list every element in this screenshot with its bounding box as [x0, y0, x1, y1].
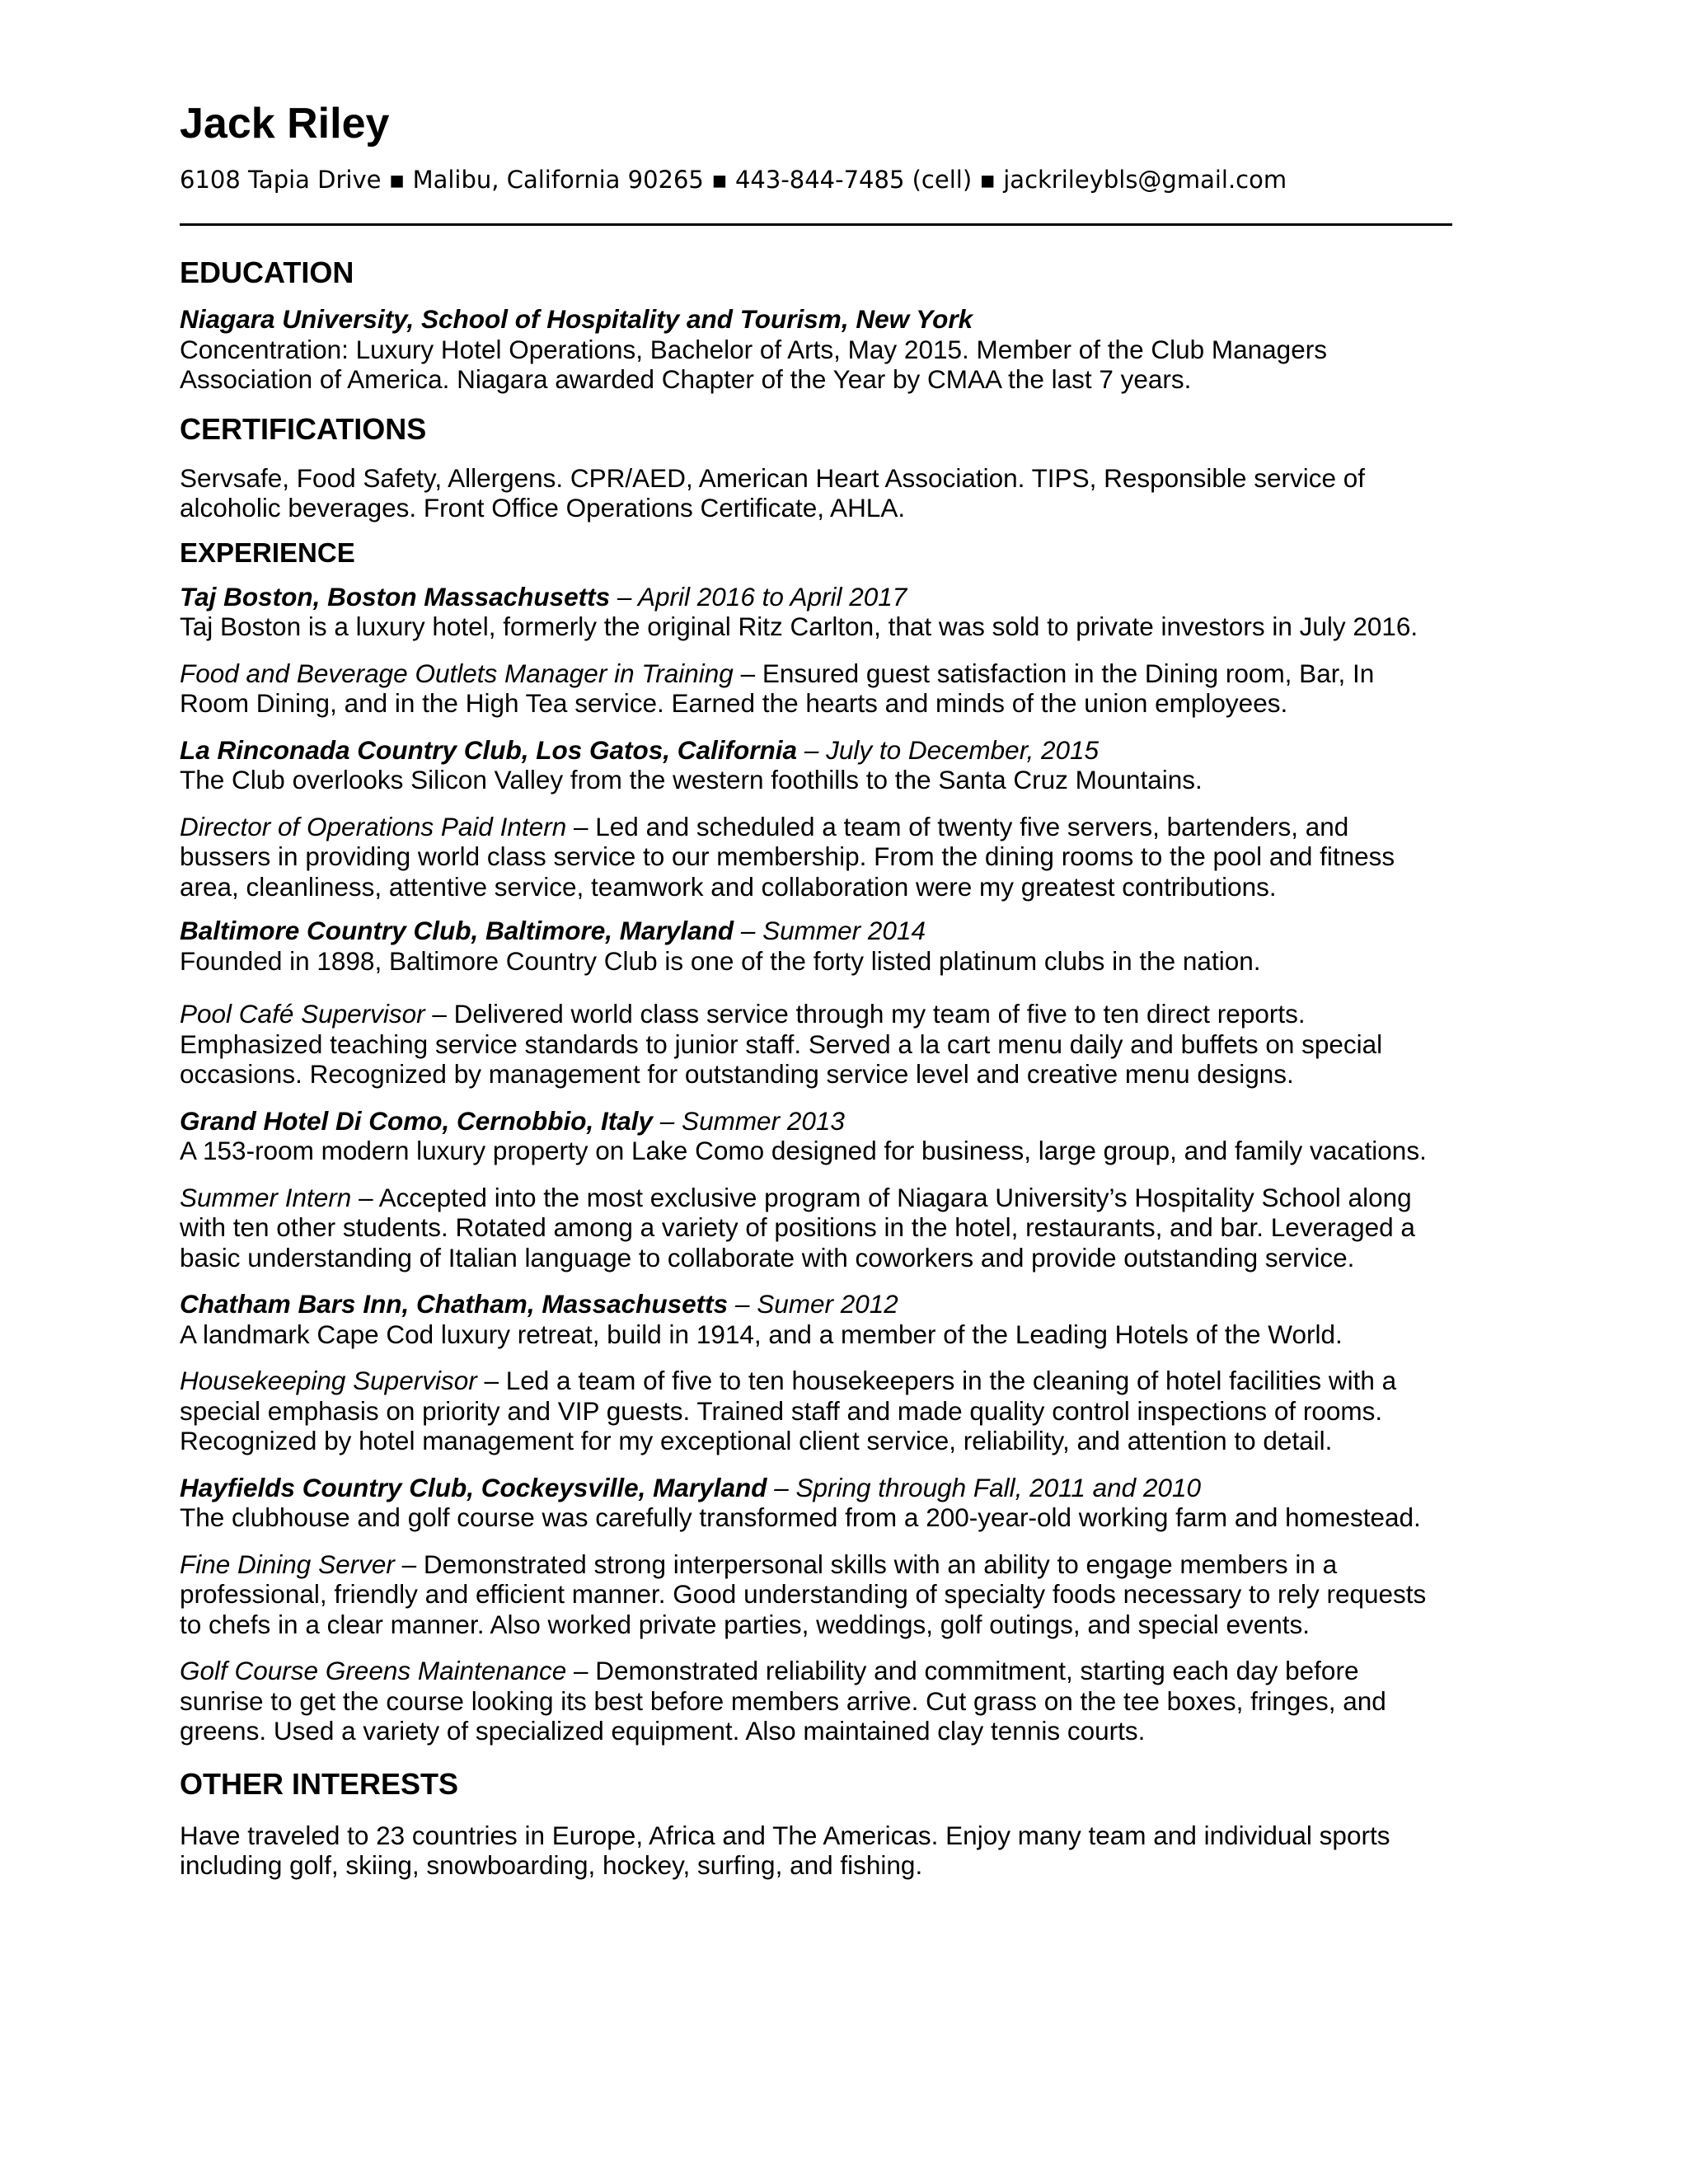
role-entry: [180, 1366, 1515, 1456]
job-entry: [180, 582, 1515, 642]
job-description: The Club overlooks Silicon Valley from the western foothills to the Santa Cruz Mountains.: [180, 765, 1203, 794]
job-entry: [180, 1473, 1515, 1533]
role-text: special emphasis on priority and VIP guests. Trained staff and made quality control inspections of rooms.: [180, 1395, 1383, 1426]
job-organization: Hayfields Country Club, Cockeysville, Maryland: [180, 1472, 767, 1502]
job-dates: – Sumer 2012: [728, 1289, 898, 1319]
role-title: Fine Dining Server: [180, 1549, 395, 1579]
contact-line: 6108 Tapia Drive ▪ Malibu, California 90265 ▪ 443-844-7485 (cell) ▪ jackrileybls@gmail.com: [180, 166, 1287, 194]
job-description: A 153-room modern luxury property on Lake Como designed for business, large group, and family vacations.: [180, 1136, 1427, 1165]
role-text: sunrise to get the course looking its best before members arrive. Cut grass on the tee boxes, fringes, and: [180, 1685, 1386, 1716]
role-text: area, cleanliness, attentive service, teamwork and collaboration were my greatest contributions.: [180, 871, 1277, 902]
job-organization: La Rinconada Country Club, Los Gatos, California: [180, 734, 798, 765]
header-divider: [180, 223, 1452, 226]
job-organization: Baltimore Country Club, Baltimore, Maryland: [180, 916, 734, 945]
job-dates: – April 2016 to April 2017: [610, 581, 907, 612]
resume-page: [180, 97, 1515, 1881]
interests-line: including golf, skiing, snowboarding, hockey, surfing, and fishing.: [180, 1850, 923, 1880]
role-text: – Led a team of five to ten housekeepers in the cleaning of hotel facilities with a: [476, 1366, 1397, 1395]
job-description: Founded in 1898, Baltimore Country Club is one of the forty listed platinum clubs in the nation.: [180, 945, 1261, 976]
role-text: bussers in providing world class service to our membership. From the dining rooms to the pool and fitness: [180, 841, 1395, 871]
certifications-line: Servsafe, Food Safety, Allergens. CPR/AED, American Heart Association. TIPS, Responsible service of: [180, 462, 1365, 493]
job-description: The clubhouse and golf course was carefully transformed from a 200-year-old working farm and homestead.: [180, 1502, 1421, 1532]
role-title: Pool Café Supervisor: [180, 999, 425, 1029]
role-text: occasions. Recognized by management for outstanding service level and creative menu designs.: [180, 1059, 1294, 1089]
job-dates: – Spring through Fall, 2011 and 2010: [767, 1472, 1202, 1502]
job-entry: [180, 1106, 1515, 1166]
candidate-name: Jack Riley: [180, 100, 390, 148]
role-text: basic understanding of Italian language to collaborate with coworkers and provide outstanding service.: [180, 1242, 1355, 1272]
education-school: Niagara University, School of Hospitality and Tourism, New York: [180, 304, 973, 334]
role-title: Housekeeping Supervisor: [180, 1366, 477, 1395]
role-text: to chefs in a clear manner. Also worked private parties, weddings, golf outings, and special events.: [180, 1609, 1311, 1639]
education-line: Association of America. Niagara awarded Chapter of the Year by CMAA the last 7 years.: [180, 364, 1192, 394]
role-text: greens. Used a variety of specialized equipment. Also maintained clay tennis courts.: [180, 1716, 1146, 1746]
role-title: Golf Course Greens Maintenance: [180, 1656, 567, 1685]
role-text: professional, friendly and efficient manner. Good understanding of specialty foods necessary to rely requests: [180, 1579, 1427, 1609]
interests-line: Have traveled to 23 countries in Europe, Africa and The Americas. Enjoy many team and individual sports: [180, 1820, 1390, 1850]
role-text: – Demonstrated reliability and commitment, starting each day before: [566, 1656, 1359, 1685]
role-title: Summer Intern: [180, 1182, 352, 1212]
job-dates: – Summer 2013: [653, 1105, 845, 1136]
experience-heading: EXPERIENCE: [180, 537, 355, 568]
role-text: Emphasized teaching service standards to junior staff. Served a la cart menu daily and buffets on special: [180, 1029, 1383, 1059]
role-title: Director of Operations Paid Intern: [180, 811, 567, 841]
role-text: – Delivered world class service through my team of five to ten direct reports.: [424, 999, 1306, 1029]
job-description: Taj Boston is a luxury hotel, formerly the original Ritz Carlton, that was sold to private investors in July 2016.: [180, 612, 1418, 641]
interests-heading: OTHER INTERESTS: [180, 1766, 459, 1801]
role-text: – Demonstrated strong interpersonal skills with an ability to engage members in a: [394, 1549, 1338, 1579]
certifications-heading: CERTIFICATIONS: [180, 411, 427, 446]
interests-text: [180, 1821, 1515, 1881]
job-dates: – July to December, 2015: [797, 734, 1100, 765]
role-title: Food and Beverage Outlets Manager in Training: [180, 658, 734, 688]
certifications-line: alcoholic beverages. Front Office Operations Certificate, AHLA.: [180, 493, 906, 523]
role-text: Room Dining, and in the High Tea service. Earned the hearts and minds of the union employees.: [180, 688, 1288, 718]
job-entry: [180, 735, 1515, 795]
role-entry: [180, 658, 1515, 719]
role-text: – Led and scheduled a team of twenty five servers, bartenders, and: [566, 811, 1349, 841]
education-heading: EDUCATION: [180, 255, 354, 289]
role-entry: [180, 1656, 1515, 1746]
role-entry: [180, 1549, 1515, 1640]
role-entry: [180, 999, 1515, 1090]
education-entry: [180, 304, 1515, 395]
job-dates: – Summer 2014: [734, 916, 926, 945]
role-entry: [180, 812, 1515, 902]
job-entry: [180, 916, 1515, 976]
role-text: – Accepted into the most exclusive program of Niagara University’s Hospitality School along: [351, 1182, 1412, 1212]
education-line: Concentration: Luxury Hotel Operations, Bachelor of Arts, May 2015. Member of the Club Managers: [180, 334, 1327, 364]
job-entry: [180, 1289, 1515, 1349]
role-entry: [180, 1183, 1515, 1273]
certifications-text: [180, 463, 1515, 523]
job-organization: Chatham Bars Inn, Chatham, Massachusetts: [180, 1289, 729, 1319]
role-text: – Ensured guest satisfaction in the Dining room, Bar, In: [733, 658, 1375, 688]
role-text: with ten other students. Rotated among a variety of positions in the hotel, restaurants, and bar. Leveraged a: [180, 1212, 1415, 1242]
job-organization: Taj Boston, Boston Massachusetts: [180, 581, 611, 612]
job-description: A landmark Cape Cod luxury retreat, build in 1914, and a member of the Leading Hotels of the World.: [180, 1319, 1343, 1349]
role-text: Recognized by hotel management for my exceptional client service, reliability, and attention to detail.: [180, 1426, 1333, 1455]
job-organization: Grand Hotel Di Como, Cernobbio, Italy: [180, 1105, 654, 1136]
